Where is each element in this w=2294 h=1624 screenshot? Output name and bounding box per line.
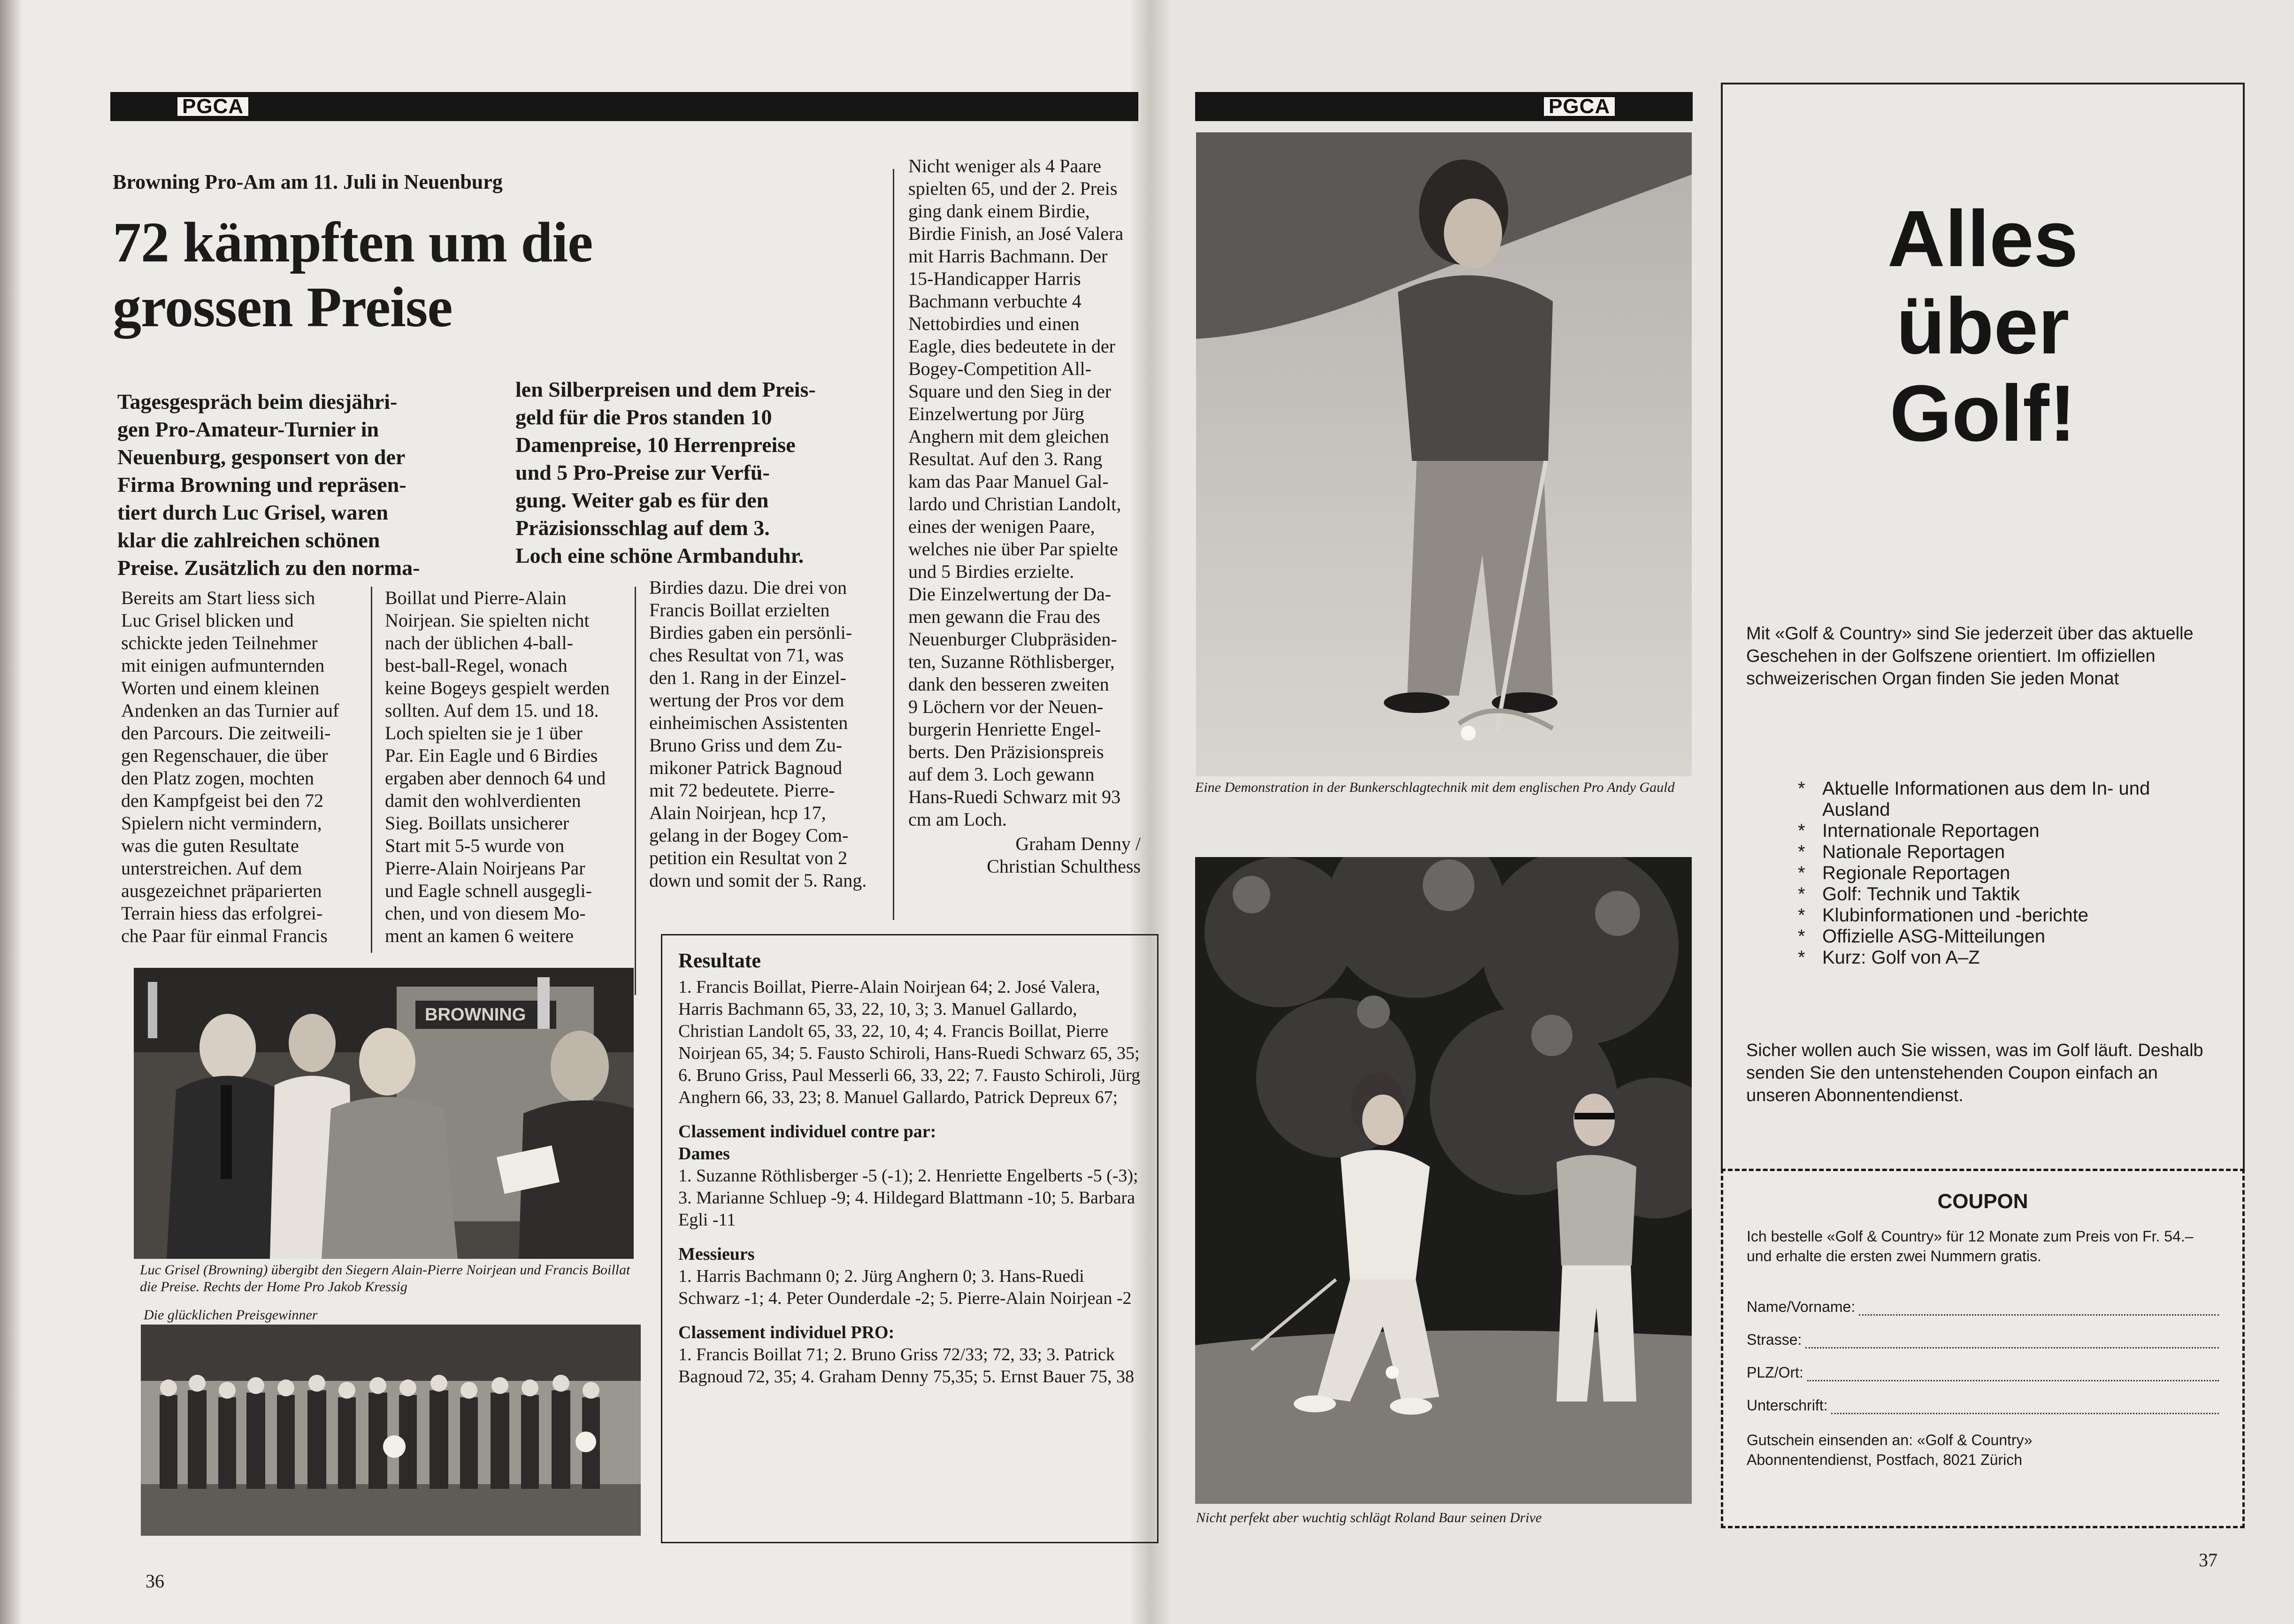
body-column-4 — [908, 155, 1141, 878]
text-line: Square und den Sieg in der — [908, 381, 1112, 402]
lead-line: geld für die Pros standen 10 — [515, 405, 772, 429]
name-field[interactable] — [1747, 1283, 2219, 1316]
lead-line: Neuenburg, gesponsert von der — [117, 445, 406, 469]
text-line: Bruno Griss und dem Zu- — [649, 735, 843, 756]
photo-caption-drive: Nicht perfekt aber wuchtig schlägt Roland Baur seinen Drive — [1196, 1510, 1542, 1525]
text-line: sollten. Auf dem 15. und 18. — [385, 700, 599, 721]
lead-paragraph-right — [515, 375, 886, 569]
ad-feature-list — [1798, 778, 2220, 968]
text-line: mikoner Patrick Bagnoud — [649, 757, 843, 778]
text-line: Einzelwertung por Jürg — [908, 403, 1084, 424]
text-line: Nettobirdies und einen — [908, 313, 1080, 334]
text-line: chen, und von diesem Mo- — [385, 903, 586, 924]
postcode-city-field-label: PLZ/Ort: — [1747, 1364, 1803, 1381]
text-line: gen Regenschauer, die über — [121, 745, 328, 766]
results-title: Resultate — [678, 949, 761, 972]
text-line: mit 72 bedeutete. Pierre- — [649, 780, 835, 801]
author-line: Graham Denny / — [1015, 833, 1141, 854]
photo-prize-giving — [134, 968, 634, 1259]
headline-line-2: grossen Preise — [113, 276, 453, 339]
photo-prize-giving-image — [134, 968, 634, 1259]
text-line: auf dem 3. Loch gewann — [908, 764, 1095, 785]
photo-group-winners-image — [141, 1325, 641, 1536]
text-line: Spielern nicht vermindern, — [121, 812, 322, 834]
section-tag-right: PGCA — [1542, 96, 1616, 117]
photo-caption-prize-giving: Luc Grisel (Browning) übergibt den Siegern Alain-Pierre Noirjean und Francis Boillat die Preise. Rechts der Home Pro Jakob Kressig — [140, 1262, 630, 1295]
photo-group-winners — [141, 1325, 641, 1536]
results-heading-messieurs: Messieurs — [678, 1244, 755, 1264]
ad-intro-text: Mit «Golf & Country» sind Sie jederzeit über das aktuelle Geschehen in der Golfszene orientiert. Im offiziellen schweizerischen Organ finden Sie jeden Monat — [1746, 624, 2194, 689]
lead-line: Preise. Zusätzlich zu den norma- — [117, 556, 420, 580]
text-line: mit einigen aufmunternden — [121, 655, 325, 676]
text-line: eines der wenigen Paare, — [908, 516, 1095, 537]
text-line: den Kampfgeist bei den 72 — [121, 790, 323, 811]
text-line: Pierre-Alain Noirjeans Par — [385, 858, 585, 879]
article-headline — [113, 210, 911, 340]
page-stack-edge — [0, 0, 23, 1624]
column-rule — [893, 169, 894, 920]
photo-bunker-shot-image — [1196, 132, 1692, 776]
text-line: welches nie über Par spielte — [908, 538, 1118, 559]
text-line: und Eagle schnell ausgegli- — [385, 880, 592, 901]
headline-line-1: 72 kämpften um die — [113, 211, 593, 274]
results-box — [661, 934, 1159, 1543]
ad-feature-item: * Nationale Reportagen — [1798, 842, 2220, 863]
coupon-mailing-address — [1747, 1430, 2219, 1470]
signature-field-line[interactable] — [1831, 1399, 2219, 1414]
text-line: Eagle, dies bedeutete in der — [908, 336, 1115, 357]
text-line: den Platz zogen, mochten — [121, 767, 314, 789]
text-line: Hans-Ruedi Schwarz mit 93 — [908, 786, 1121, 807]
text-line: Nicht weniger als 4 Paare — [908, 155, 1101, 176]
column-rule — [371, 587, 372, 953]
body-column-1 — [121, 587, 361, 947]
lead-line: gen Pro-Amateur-Turnier in — [117, 417, 379, 441]
ad-headline-line: Alles — [1887, 194, 2079, 283]
lead-line: Präzisionsschlag auf dem 3. — [515, 516, 770, 540]
results-messieurs: 1. Harris Bachmann 0; 2. Jürg Anghern 0; 3. Hans-Ruedi Schwarz -1; 4. Peter Ounderdale -2; 5. Pierre-Alain Noirjean -2 — [678, 1266, 1132, 1308]
text-line: Bogey-Competition All- — [908, 358, 1091, 379]
text-line: wertung der Pros vor dem — [649, 689, 844, 711]
section-header-bar-right — [1195, 92, 1693, 121]
text-line: Sieg. Boillats unsicherer — [385, 812, 569, 834]
text-line: petition ein Resultat von 2 — [649, 847, 848, 868]
results-heading-pro: Classement individuel PRO: — [678, 1323, 895, 1342]
ad-headline — [1723, 195, 2243, 457]
text-line: Start mit 5-5 wurde von — [385, 835, 565, 856]
coupon-title: COUPON — [1937, 1190, 2028, 1213]
lead-line: und 5 Pro-Preise zur Verfü- — [515, 460, 770, 484]
article-authors — [908, 833, 1141, 878]
text-line: Loch spielten sie je 1 über — [385, 722, 583, 743]
text-line: 9 Löchern vor der Neuen- — [908, 696, 1104, 717]
lead-line: Damenpreise, 10 Herrenpreise — [515, 433, 796, 457]
ad-headline-line: Golf! — [1889, 369, 2076, 458]
text-line: cm am Loch. — [908, 809, 1007, 830]
signature-field-label: Unterschrift: — [1747, 1397, 1828, 1414]
text-line: Birdies dazu. Die drei von — [649, 577, 847, 598]
lead-line: gung. Weiter gab es für den — [515, 488, 769, 512]
ad-feature-item: * Offizielle ASG-Mitteilungen — [1798, 926, 2220, 947]
column-rule — [635, 587, 636, 995]
article-kicker: Browning Pro-Am am 11. Juli in Neuenburg — [113, 170, 503, 193]
postcode-city-field[interactable] — [1747, 1348, 2219, 1381]
text-line: 15-Handicapper Harris — [908, 268, 1081, 289]
text-line: mit Harris Bachmann. Der — [908, 245, 1108, 267]
text-line: Bachmann verbuchte 4 — [908, 291, 1082, 312]
text-line: keine Bogeys gespielt werden — [385, 677, 610, 698]
advertisement-box — [1721, 83, 2245, 1525]
text-line: Birdie Finish, an José Valera — [908, 223, 1124, 244]
text-line: gelang in der Bogey Com- — [649, 825, 849, 846]
ad-feature-item: * Internationale Reportagen — [1798, 820, 2220, 842]
signature-field[interactable] — [1747, 1381, 2219, 1414]
text-line: Andenken an das Turnier auf — [121, 700, 339, 721]
photo-caption-bunker: Eine Demonstration in der Bunkerschlagtechnik mit dem englischen Pro Andy Gauld — [1195, 780, 1675, 795]
ad-feature-item: * Kurz: Golf von A–Z — [1798, 947, 2220, 968]
text-line: schickte jeden Teilnehmer — [121, 632, 318, 653]
text-line: Par. Ein Eagle und 6 Birdies — [385, 745, 598, 766]
name-field-label: Name/Vorname: — [1747, 1298, 1856, 1315]
text-line: unterstreichen. Auf dem — [121, 858, 302, 879]
lead-line: Loch eine schöne Armbanduhr. — [515, 544, 804, 567]
text-line: spielten 65, und der 2. Preis — [908, 178, 1118, 199]
street-field-line[interactable] — [1805, 1333, 2219, 1348]
text-line: Worten und einem kleinen — [121, 677, 320, 698]
text-line: Noirjean. Sie spielten nicht — [385, 610, 590, 631]
browning-sign-text: BROWNING — [425, 1005, 526, 1025]
results-pairs: 1. Francis Boillat, Pierre-Alain Noirjean 64; 2. José Valera, Harris Bachmann 65, 33, 22, 10, 3; 3. Manuel Gallardo, Christian Landolt 65, 33, 22, 10, 4; 4. Francis Boillat, Pierre Noirjean 65, 34; 5. Fausto Schiroli, Hans-Ruedi Schwarz 65, 35; 6. Bruno Griss, Paul Messerli 66, 33, 22; 7. Fausto Schiroli, Jürg Anghern 66, 33, 23; 8. Manuel Gallardo, Patrick Depreux 67; — [678, 977, 1141, 1107]
page-number-right: 37 — [2199, 1549, 2217, 1570]
text-line: was die guten Resultate — [121, 835, 299, 856]
text-line: kam das Paar Manuel Gal- — [908, 471, 1109, 492]
ad-closing-text: Sicher wollen auch Sie wissen, was im Golf läuft. Deshalb senden Sie den untenstehenden Coupon einfach an unseren Abonnentendienst. — [1746, 1041, 2203, 1105]
page-number-left: 36 — [146, 1570, 164, 1592]
text-line: ches Resultat von 71, was — [649, 644, 844, 666]
coupon-send-to: Gutschein einsenden an: «Golf & Country» — [1747, 1432, 2033, 1448]
results-heading-individual: Classement individuel contre par: — [678, 1122, 936, 1141]
results-heading-dames: Dames — [678, 1144, 730, 1164]
ad-feature-item: * Aktuelle Informationen aus dem In- und Ausland — [1798, 778, 2220, 820]
text-line: burgerin Henriette Engel- — [908, 719, 1101, 740]
text-line: damit den wohlverdienten — [385, 790, 581, 811]
photo-caption-winners: Die glücklichen Preisgewinner — [144, 1307, 318, 1323]
text-line: Bereits am Start liess sich — [121, 587, 315, 608]
ad-feature-item: * Golf: Technik und Taktik — [1798, 884, 2220, 905]
text-line: Boillat und Pierre-Alain — [385, 587, 567, 608]
lead-line: klar die zahlreichen schönen — [117, 528, 380, 552]
text-line: best-ball-Regel, wonach — [385, 655, 568, 676]
ad-headline-line: über — [1896, 282, 2070, 371]
ad-feature-item: * Regionale Reportagen — [1798, 863, 2220, 884]
text-line: nach der üblichen 4-ball- — [385, 632, 573, 653]
text-line: ergaben aber dennoch 64 und — [385, 767, 606, 789]
lead-line: Tagesgespräch beim diesjähri- — [117, 390, 398, 414]
results-pro: 1. Francis Boillat 71; 2. Bruno Griss 72/33; 72, 33; 3. Patrick Bagnoud 72, 35; 4. Graham Denny 75,35; 5. Ernst Bauer 75, 38 — [678, 1345, 1134, 1387]
coupon-order-text: Ich bestelle «Golf & Country» für 12 Monate zum Preis von Fr. 54.– und erhalte die ersten zwei Nummern gratis. — [1747, 1228, 2194, 1264]
street-field-label: Strasse: — [1747, 1331, 1802, 1348]
name-field-line[interactable] — [1859, 1300, 2219, 1316]
text-line: ten, Suzanne Röthlisberger, — [908, 651, 1115, 672]
text-line: Birdies gaben ein persönli- — [649, 622, 852, 643]
section-header-bar — [110, 92, 1138, 121]
body-column-2 — [385, 587, 629, 947]
text-line: down und somit der 5. Rang. — [649, 870, 867, 891]
text-line: Luc Grisel blicken und — [121, 610, 294, 631]
coupon-address: Abonnentendienst, Postfach, 8021 Zürich — [1747, 1451, 2023, 1468]
text-line: den Parcours. Die zeitweili- — [121, 722, 331, 743]
text-line: lardo und Christian Landolt, — [908, 493, 1121, 514]
text-line: Terrain hiess das erfolgrei- — [121, 903, 323, 924]
text-line: Neuenburger Clubpräsiden- — [908, 628, 1117, 650]
photo-drive — [1195, 857, 1692, 1504]
photo-drive-image — [1195, 857, 1692, 1504]
text-line: ging dank einem Birdie, — [908, 200, 1090, 222]
text-line: che Paar für einmal Francis — [121, 925, 328, 946]
lead-line: Firma Browning und repräsen- — [117, 473, 407, 497]
photo-bunker-shot — [1196, 132, 1692, 776]
section-tag: PGCA — [176, 96, 250, 117]
postcode-city-field-line[interactable] — [1807, 1366, 2219, 1381]
text-line: den 1. Rang in der Einzel- — [649, 667, 846, 688]
text-line: und 5 Birdies erzielte. — [908, 561, 1074, 582]
text-line: dank den besseren zweiten — [908, 674, 1109, 695]
text-line: men gewann die Frau des — [908, 606, 1100, 627]
text-line: berts. Den Präzisionspreis — [908, 741, 1104, 762]
results-dames: 1. Suzanne Röthlisberger -5 (-1); 2. Henriette Engelberts -5 (-3); 3. Marianne Schluep -9; 4. Hildegard Blattmann -10; 5. Barbara Egli -11 — [678, 1166, 1138, 1230]
coupon-form — [1747, 1283, 2219, 1414]
lead-line: tiert durch Luc Grisel, waren — [117, 500, 389, 524]
ad-feature-item: * Klubinformationen und -berichte — [1798, 905, 2220, 926]
text-line: Die Einzelwertung der Da- — [908, 583, 1112, 605]
lead-paragraph-left — [117, 388, 498, 582]
body-column-3 — [649, 576, 893, 892]
text-line: Resultat. Auf den 3. Rang — [908, 448, 1103, 469]
text-line: Anghern mit dem gleichen — [908, 426, 1109, 447]
order-coupon[interactable] — [1721, 1169, 2245, 1528]
text-line: ment an kamen 6 weitere — [385, 925, 574, 946]
lead-line: len Silberpreisen und dem Preis- — [515, 377, 816, 401]
street-field[interactable] — [1747, 1316, 2219, 1348]
text-line: einheimischen Assistenten — [649, 712, 848, 733]
text-line: Alain Noirjean, hcp 17, — [649, 802, 826, 823]
text-line: Francis Boillat erzielten — [649, 599, 830, 620]
author-line: Christian Schulthess — [987, 856, 1141, 877]
text-line: ausgezeichnet präparierten — [121, 880, 322, 901]
